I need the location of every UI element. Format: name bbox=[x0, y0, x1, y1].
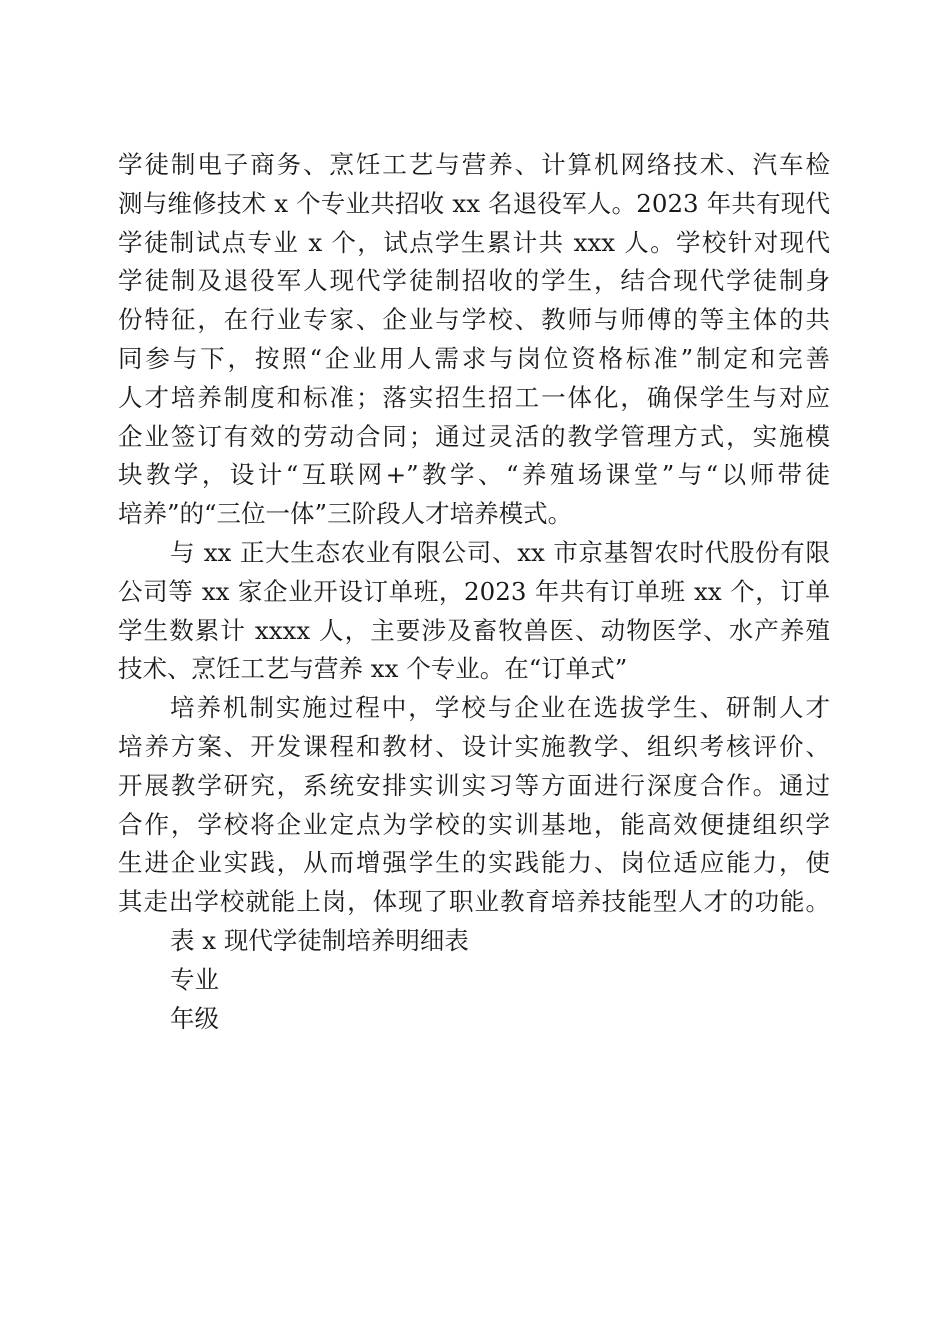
paragraph-3 bbox=[118, 689, 830, 922]
text-line: 合作，学校将企业定点为学校的实训基地，能高效便捷组织学 bbox=[118, 809, 830, 839]
text-line: 企业签订有效的劳动合同；通过灵活的教学管理方式，实施模 bbox=[118, 421, 830, 451]
text-line: 开展教学研究，系统安排实训实习等方面进行深度合作。通过 bbox=[118, 770, 830, 800]
table-header-cell: 专业 bbox=[170, 964, 219, 994]
text-line: 份特征，在行业专家、企业与学校、教师与师傅的等主体的共 bbox=[118, 305, 830, 335]
table-caption: 表 x 现代学徒制培养明细表 bbox=[170, 925, 469, 955]
text-line: 公司等 xx 家企业开设订单班，2023 年共有订单班 xx 个，订单 bbox=[118, 576, 830, 606]
text-line: 其走出学校就能上岗，体现了职业教育培养技能型人才的功能。 bbox=[118, 887, 830, 917]
text-line: 人才培养制度和标准；落实招生招工一体化，确保学生与对应 bbox=[118, 382, 830, 412]
text-line: 块教学，设计“互联网+”教学、“养殖场课堂”与“以师带徒 bbox=[118, 460, 830, 490]
text-line: 与 xx 正大生态农业有限公司、xx 市京基智农时代股份有限 bbox=[170, 537, 830, 567]
text-line: 测与维修技术 x 个专业共招收 xx 名退役军人。2023 年共有现代 bbox=[118, 188, 830, 218]
text-line: 同参与下，按照“企业用人需求与岗位资格标准”制定和完善 bbox=[118, 343, 830, 373]
text-line: 培养方案、开发课程和教材、设计实施教学、组织考核评价、 bbox=[118, 731, 830, 761]
text-line: 学徒制试点专业 x 个，试点学生累计共 xxx 人。学校针对现代 bbox=[118, 227, 830, 257]
text-line: 生进企业实践，从而增强学生的实践能力、岗位适应能力，使 bbox=[118, 848, 830, 878]
text-line: 培养”的“三位一体”三阶段人才培养模式。 bbox=[118, 499, 573, 529]
text-line: 学徒制电子商务、烹饪工艺与营养、计算机网络技术、汽车检 bbox=[118, 150, 830, 179]
text-line: 培养机制实施过程中，学校与企业在选拔学生、研制人才 bbox=[170, 693, 830, 723]
table-header-cell: 年级 bbox=[170, 1003, 219, 1033]
paragraph-1 bbox=[118, 146, 830, 534]
document-body bbox=[118, 146, 830, 1038]
paragraph-2 bbox=[118, 534, 830, 689]
text-line: 学徒制及退役军人现代学徒制招收的学生，结合现代学徒制身 bbox=[118, 266, 830, 296]
text-line: 技术、烹饪工艺与营养 xx 个专业。在“订单式” bbox=[118, 654, 628, 684]
text-line: 学生数累计 xxxx 人，主要涉及畜牧兽医、动物医学、水产养殖 bbox=[118, 615, 830, 645]
